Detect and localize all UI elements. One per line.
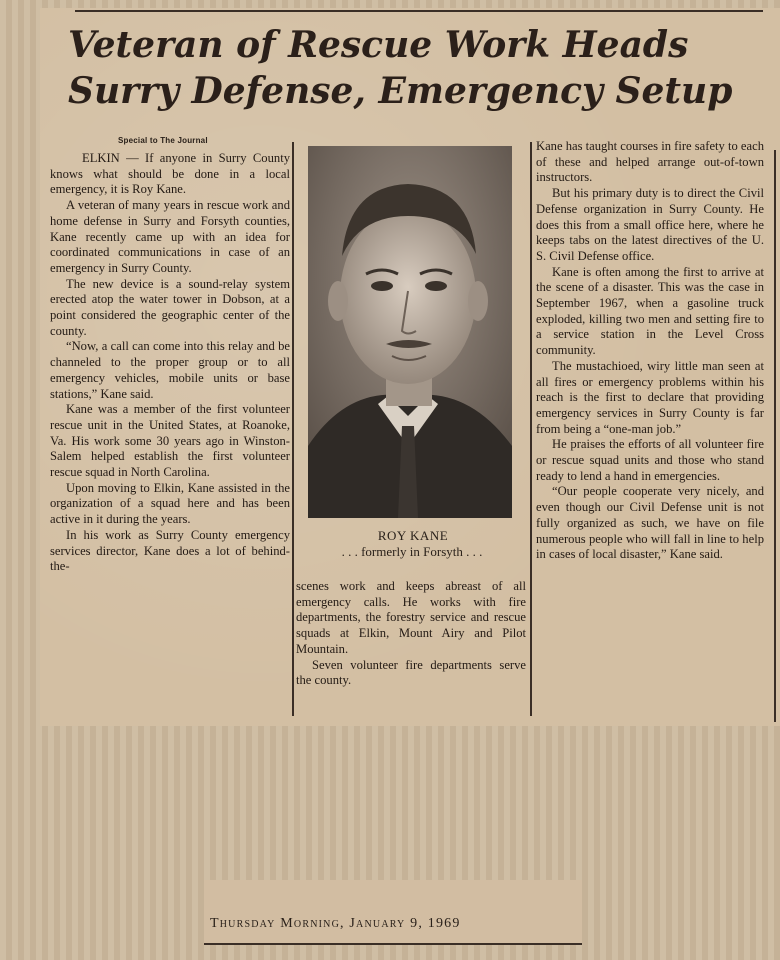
paragraph: Kane is often among the first to arrive at the scene of a disaster. This was the case in September 1967, when a gasoline truck exploded, killing two men and setting fire to a service station in the Level Cross community.	[536, 264, 764, 358]
portrait-illustration	[308, 146, 512, 518]
portrait-photo	[308, 146, 512, 518]
paragraph: In his work as Surry County emergency services director, Kane does a lot of behind-the-	[50, 527, 290, 574]
headline-line-2: Surry Defense, Emergency Setup	[68, 70, 733, 112]
dateline: Thursday Morning, January 9, 1969	[210, 916, 461, 931]
dateline-rule	[204, 943, 582, 945]
headline-line-1: Veteran of Rescue Work Heads	[68, 24, 689, 66]
article-column-1	[50, 151, 290, 575]
column-rule	[530, 142, 532, 716]
paragraph: Kane was a member of the first volunteer rescue unit in the United States, at Roanoke, Va. His work some 30 years ago in Winston-Salem helped establish the first volunteer rescue squad in North Carolina.	[50, 402, 290, 480]
column-rule	[774, 150, 776, 722]
photo-caption-name: ROY KANE	[377, 528, 449, 543]
paragraph: “Our people cooperate very nicely, and even though our Civil Defense unit is not fully organized as such, we have on file numerous people who will fall in line to help in cases of local disaster,” Kane said.	[536, 484, 764, 562]
paragraph: He praises the efforts of all volunteer fire or rescue squad units and those who stand ready to lend a hand in emergencies.	[536, 437, 764, 483]
article-column-2	[296, 579, 526, 689]
column-rule	[292, 142, 294, 716]
paragraph: “Now, a call can come into this relay and be channeled to the proper group or to all emergency vehicles, mobile units or base stations,” Kane said.	[50, 339, 290, 401]
byline: Special to The Journal	[118, 136, 208, 145]
paragraph: A veteran of many years in rescue work and home defense in Surry and Forsyth counties, Kane recently came up with an idea for coordinated communications in case of an emergency in Surry County.	[50, 198, 290, 275]
paragraph: Seven volunteer fire departments serve the county.	[296, 657, 526, 688]
headline	[68, 22, 768, 114]
article-column-3	[536, 139, 764, 563]
paragraph: Upon moving to Elkin, Kane assisted in the organization of a squad here and has been active in it during the years.	[50, 480, 290, 527]
photo-caption-subtitle: . . . formerly in Forsyth . . .	[341, 544, 483, 559]
top-rule	[75, 10, 763, 12]
paragraph: ELKIN — If anyone in Surry County knows what should be done in a local emergency, it is Roy Kane.	[50, 151, 290, 197]
dateline-clipping	[204, 880, 582, 944]
paragraph: But his primary duty is to direct the Civil Defense organization in Surry County. He does this from a small office here, where he keeps tabs on the latest directives of the U. S. Civil Defense office.	[536, 186, 764, 263]
paragraph: Kane has taught courses in fire safety to each of these and helped arrange out-of-town instructors.	[536, 139, 764, 185]
paragraph: The mustachioed, wiry little man seen at all fires or emergency problems within his reach is the first to declare that providing emergency services in Surry County is far from being a “one-man job.”	[536, 358, 764, 436]
paragraph: scenes work and keeps abreast of all emergency calls. He works with fire departments, the forestry service and rescue squads at Elkin, Mount Airy and Pilot Mountain.	[296, 579, 526, 656]
paragraph: The new device is a sound-relay system erected atop the water tower in Dobson, at a point considered the geographic center of the county.	[50, 276, 290, 338]
